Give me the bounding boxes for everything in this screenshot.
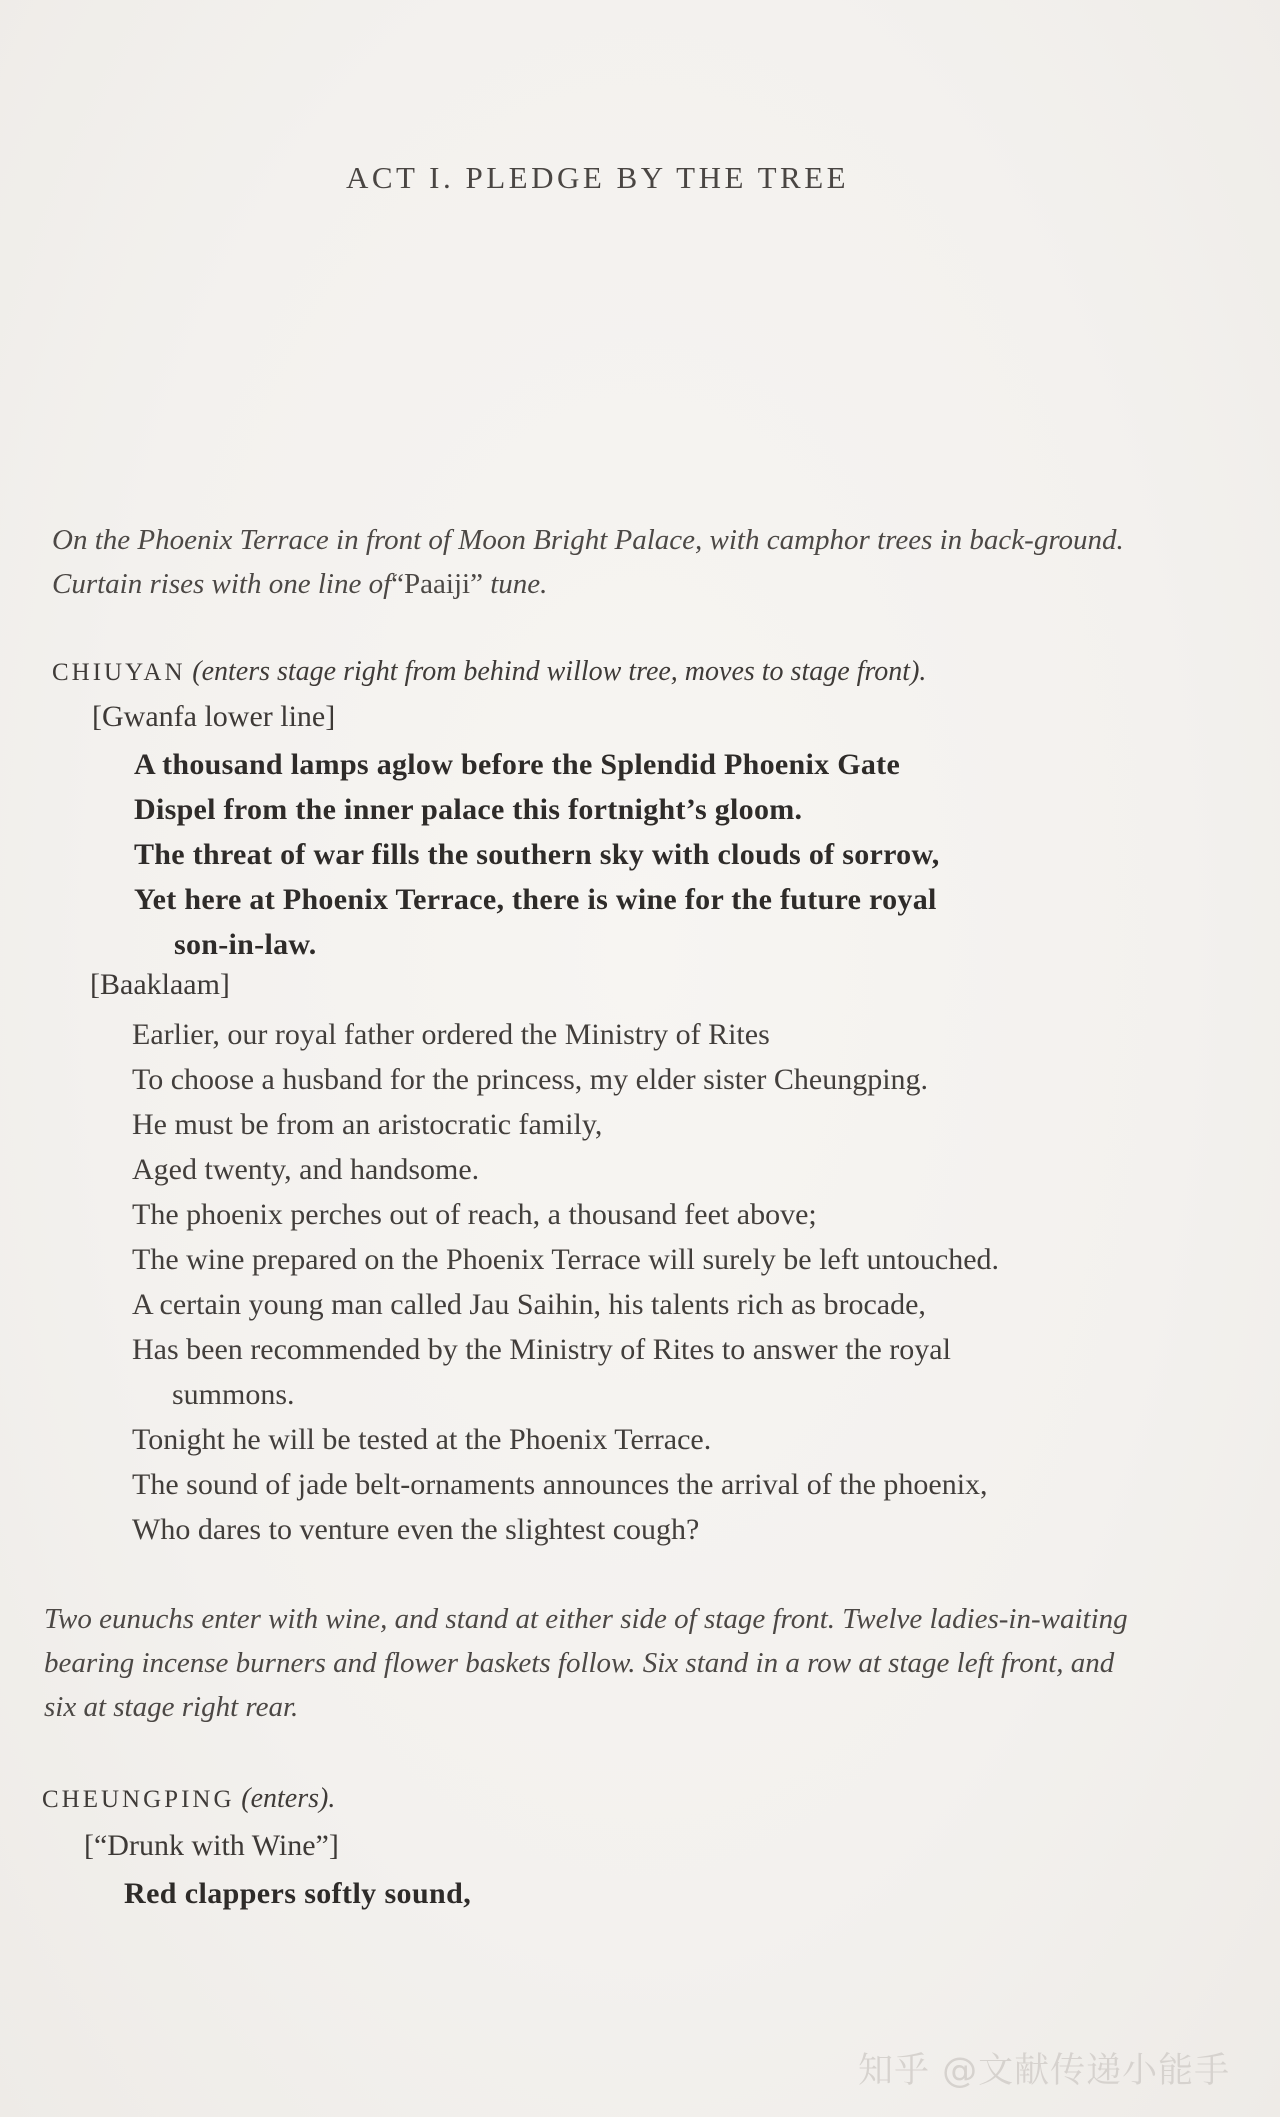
tune-label-gwanfa: [Gwanfa lower line] bbox=[92, 700, 336, 733]
stage-direction-eunuchs: Two eunuchs enter with wine, and stand at either side of stage front. Twelve ladies-in-waiting bearing incense burners and flower baskets follow. Six stand in a row at stage left front, and six at stage right rear. bbox=[44, 1603, 1128, 1723]
act-title: ACT I. PLEDGE BY THE TREE bbox=[345, 160, 850, 195]
stage-direction-tune-name: “Paaiji” bbox=[391, 568, 483, 600]
verse-line: Earlier, our royal father ordered the Ministry of Rites bbox=[132, 1018, 770, 1051]
stage-direction-opening bbox=[52, 518, 1142, 606]
verse-line: The phoenix perches out of reach, a thousand feet above; bbox=[132, 1198, 817, 1231]
verse-line: To choose a husband for the princess, my elder sister Cheungping. bbox=[132, 1063, 929, 1096]
verse-line: Tonight he will be tested at the Phoenix Terrace. bbox=[132, 1423, 712, 1456]
verse-line: The sound of jade belt-ornaments announces the arrival of the phoenix, bbox=[132, 1468, 988, 1501]
verse-line: Red clappers softly sound, bbox=[124, 1877, 472, 1910]
verse-line: Dispel from the inner palace this fortnight’s gloom. bbox=[134, 793, 803, 826]
verse-block-3 bbox=[124, 1871, 471, 1916]
verse-line: Aged twenty, and handsome. bbox=[132, 1153, 480, 1186]
verse-line: Has been recommended by the Ministry of Rites to answer the royal bbox=[132, 1333, 951, 1366]
speaker-direction: (enters). bbox=[241, 1783, 336, 1814]
watermark: 知乎 @文献传递小能手 bbox=[858, 2051, 1231, 2091]
verse-block-1 bbox=[134, 742, 940, 967]
speaker-direction: (enters stage right from behind willow tree, moves to stage front). bbox=[192, 656, 927, 687]
verse-line: Who dares to venture even the slightest cough? bbox=[132, 1513, 700, 1546]
tune-label-baaklaam: [Baaklaam] bbox=[90, 968, 230, 1001]
verse-line-continuation: son-in-law. bbox=[174, 928, 317, 961]
speaker-chiuyan bbox=[52, 656, 926, 688]
verse-line: The threat of war fills the southern sky with clouds of sorrow, bbox=[134, 838, 940, 871]
verse-line: A certain young man called Jau Saihin, his talents rich as brocade, bbox=[132, 1288, 926, 1321]
tune-label-drunk-with-wine: [“Drunk with Wine”] bbox=[84, 1829, 339, 1862]
verse-line: Yet here at Phoenix Terrace, there is wine for the future royal bbox=[134, 883, 937, 916]
speaker-cheungping bbox=[42, 1783, 335, 1815]
verse-line-continuation: summons. bbox=[172, 1378, 295, 1411]
stage-direction-text: On the Phoenix Terrace in front of Moon Bright Palace, with camphor trees in back-ground. Curtain rises with one line of bbox=[52, 524, 1124, 600]
verse-line: The wine prepared on the Phoenix Terrace will surely be left untouched. bbox=[132, 1243, 1000, 1276]
speaker-name: CHIUYAN bbox=[52, 659, 186, 686]
verse-line: A thousand lamps aglow before the Splendid Phoenix Gate bbox=[134, 748, 901, 781]
speaker-name: CHEUNGPING bbox=[42, 1786, 235, 1813]
verse-block-2 bbox=[132, 1012, 999, 1552]
verse-line: He must be from an aristocratic family, bbox=[132, 1108, 603, 1141]
stage-direction-text-end: tune. bbox=[490, 568, 548, 600]
